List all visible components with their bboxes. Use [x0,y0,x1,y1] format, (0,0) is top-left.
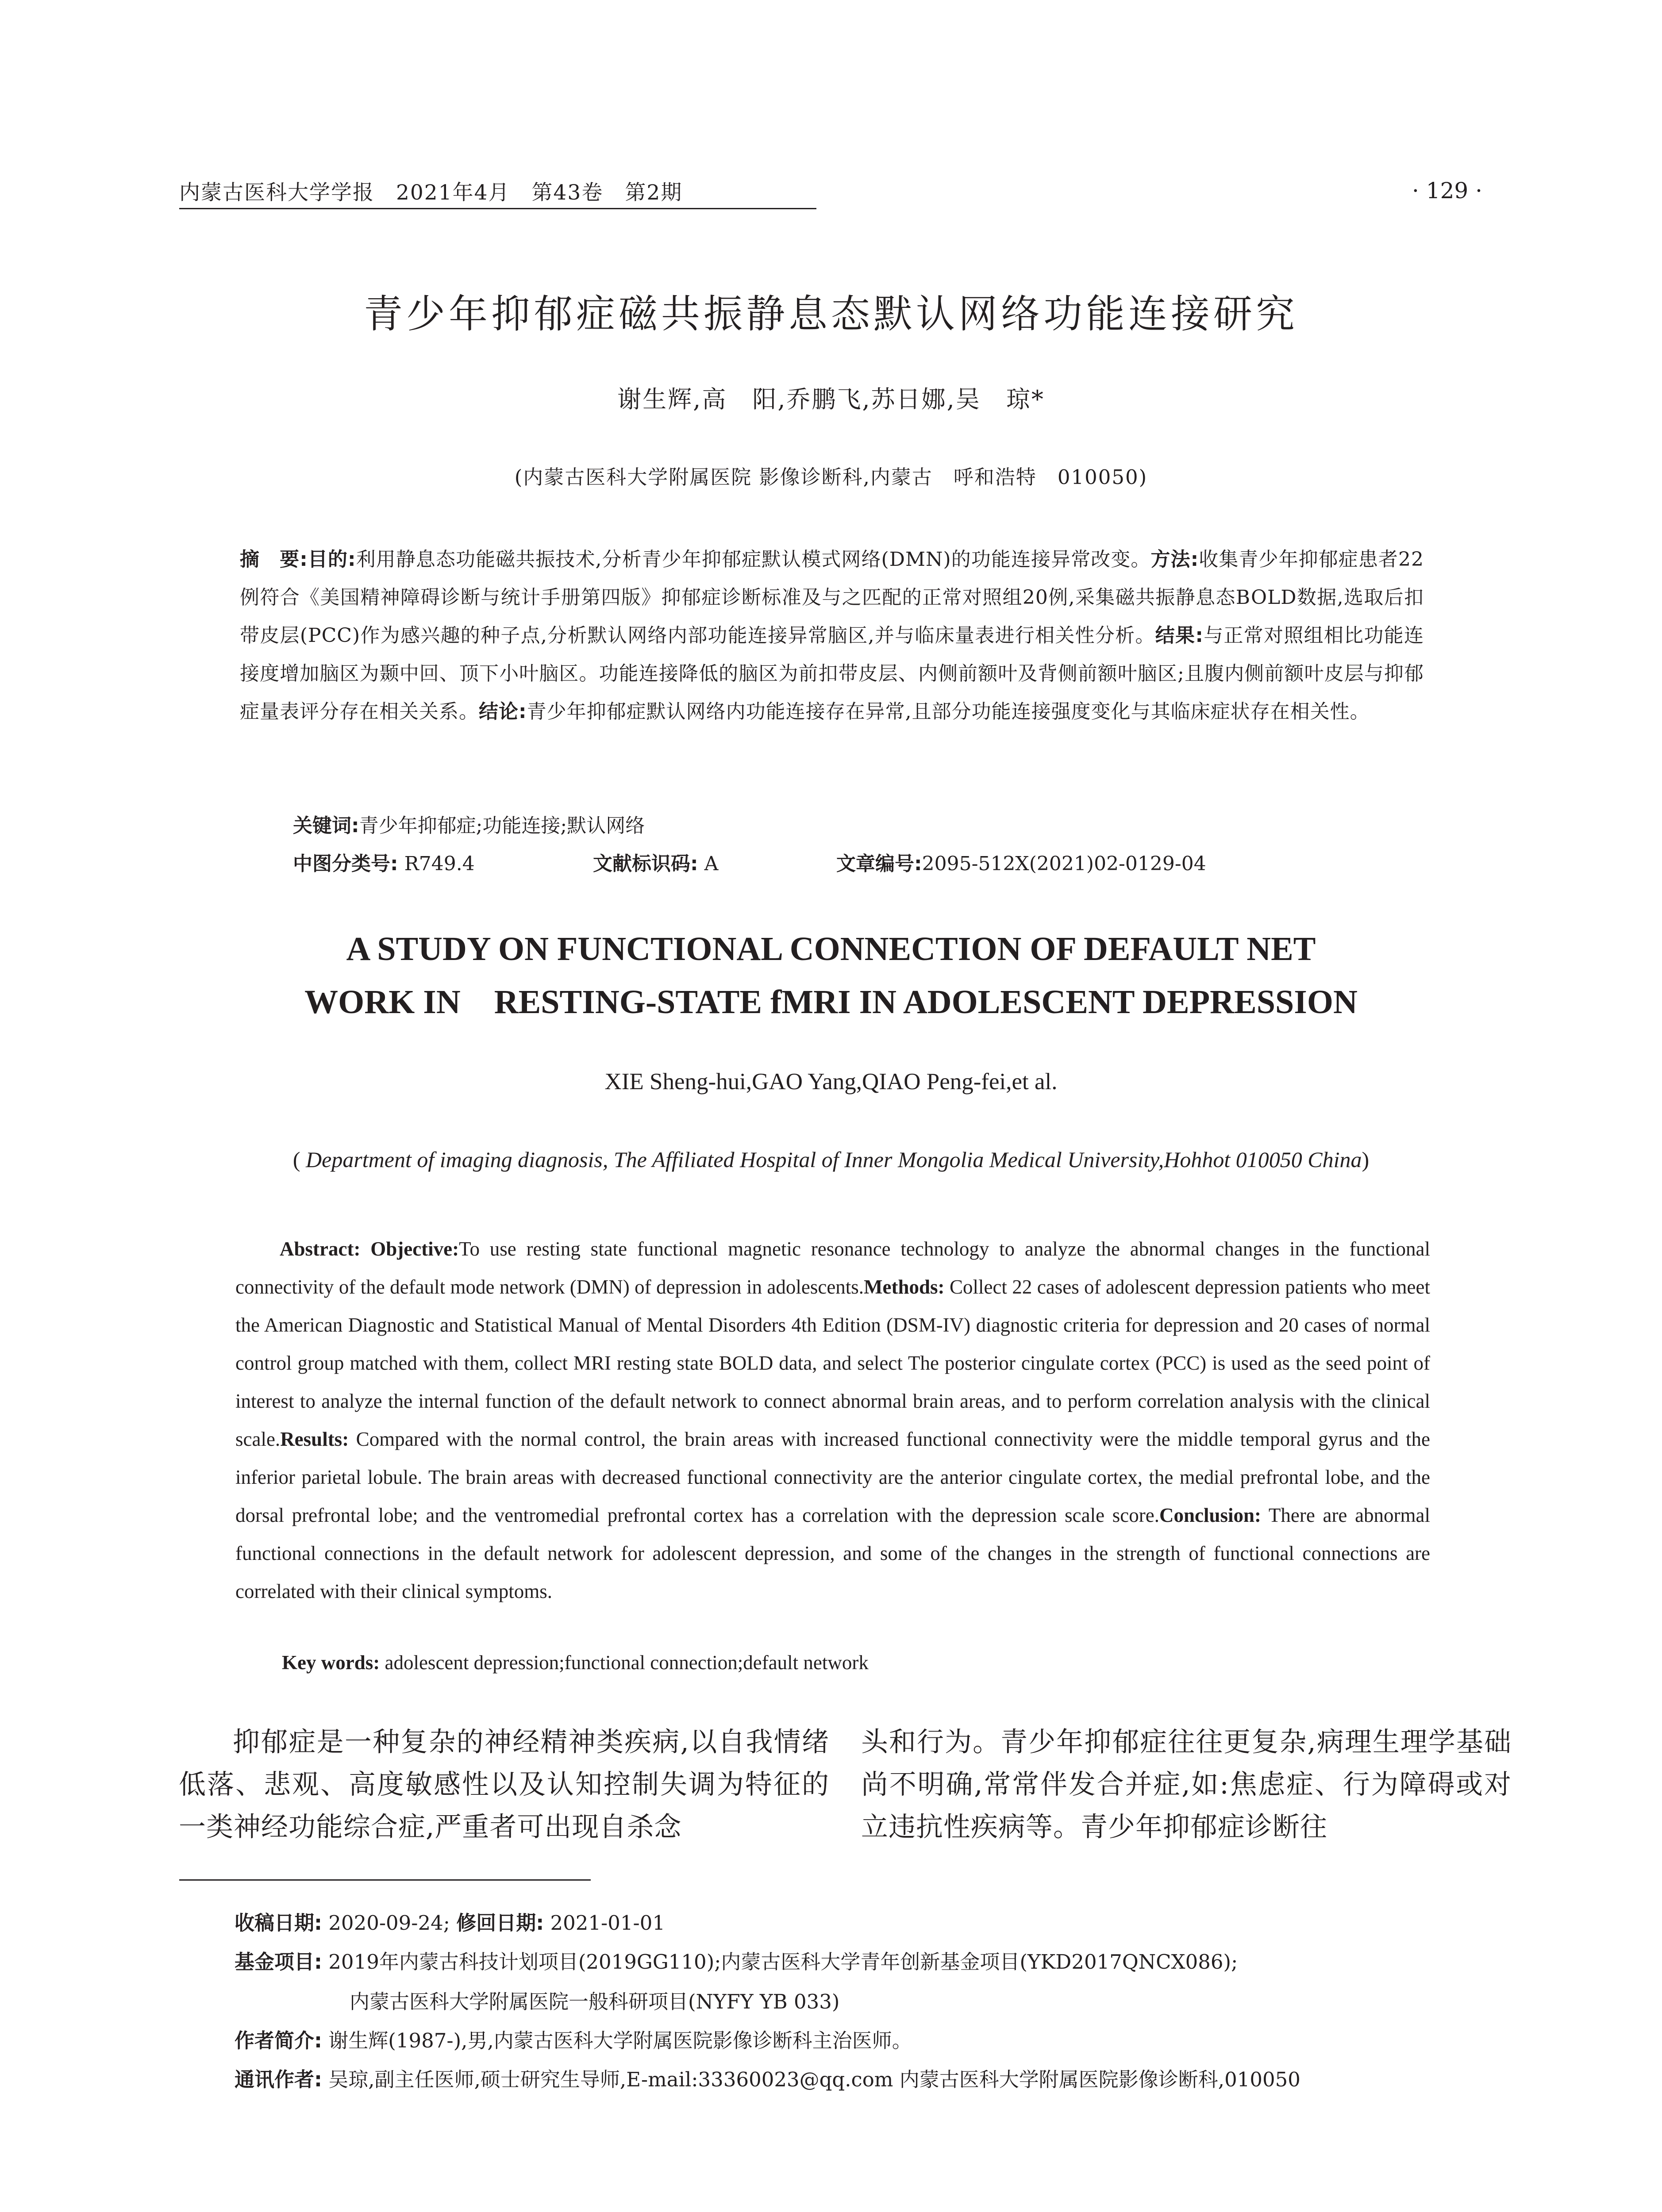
article-number-label: 文章编号: [836,853,922,875]
conclusion-en: There are abnormal functional connections in the default network for adolescent depression, and some of the changes in the strength of functional connections are correlated with their clinical symptoms. [235,1504,1431,1602]
affiliation-en-open: ( [292,1147,300,1172]
fund-line1: 2019年内蒙古科技计划项目(2019GG110);内蒙古医科大学青年创新基金项目(YKD2017QNCX086); [322,1950,1238,1974]
footnote-correspondence [235,2063,1300,2092]
corresponding-label: 通讯作者: [235,2068,322,2091]
doc-code [593,848,718,876]
authors-cn: 谢生辉,高 阳,乔鹏飞,苏日娜,吴 琼* [617,385,1045,413]
keywords-label-en: Key words: [282,1651,380,1674]
affiliation-en-text: Department of imaging diagnosis, The Affiliated Hospital of Inner Mongolia Medical University,Hohhot 010050 China [306,1147,1362,1172]
affiliation-cn: (内蒙古医科大学附属医院 影像诊断科,内蒙古 呼和浩特 010050) [514,465,1148,489]
objective-label-en: Objective: [370,1238,459,1260]
methods-en: Collect 22 cases of adolescent depression patients who meet the American Diagnostic and Statistical Manual of Mental Disorders 4th Edition (DSM-IV) diagnostic criteria for depression and 20 cases of normal control group matched with them, collect MRI resting state BOLD data, and select The posterior cingulate cortex (PCC) is used as the seed point of interest to analyze the internal function of the default network to connect abnormal brain areas, and to perform correlation analysis with the clinical scale. [235,1276,1431,1450]
authors-en: XIE Sheng-hui,GAO Yang,QIAO Peng-fei,et al. [604,1069,1058,1094]
revised-date: 2021-01-01 [544,1911,665,1935]
revised-label: 修回日期: [456,1911,544,1935]
abstract-en [235,1230,1430,1610]
keywords-label-cn: 关键词: [293,814,359,837]
abstract-cn [240,541,1424,731]
article-title-en [0,922,1662,1029]
journal-name: 内蒙古医科大学学报 [179,180,374,205]
clc-label: 中图分类号: [293,853,398,875]
abstract-label-cn: 摘 要: [240,548,308,571]
footnote-rule [179,1879,591,1881]
methods-label-en: Methods: [864,1276,945,1298]
conclusion-cn: 青少年抑郁症默认网络内功能连接存在异常,且部分功能连接强度变化与其临床症状存在相关性。 [527,700,1370,723]
keywords-value-cn: 青少年抑郁症;功能连接;默认网络 [359,814,645,837]
doc-label: 文献标识码: [593,853,698,875]
abstract-label-en: Abstract: [280,1238,361,1260]
conclusion-label-en: Conclusion: [1159,1504,1262,1526]
objective-en: To use resting state functional magnetic resonance technology to analyze the abnormal changes in the functional connectivity of the default mode network (DMN) of depression in adolescents. [235,1238,1430,1298]
page-number: · 129 · [1412,178,1482,204]
keywords-en [282,1651,869,1674]
footnote-author [235,2024,912,2053]
results-label-en: Results: [280,1428,349,1450]
article-title-cn: 青少年抑郁症磁共振静息态默认网络功能连接研究 [363,291,1298,337]
results-en: Compared with the normal control, the brain areas with increased functional connectivity were the middle temporal gyrus and the inferior parietal lobule. The brain areas with decreased functional connectivity are the anterior cingulate cortex, the medial prefrontal lobe, and the dorsal prefrontal lobe; and the ventromedial prefrontal cortex has a correlation with the depression scale score. [235,1428,1430,1526]
article-number [836,848,1206,876]
article-number-value: 2095-512X(2021)02-0129-04 [922,853,1206,875]
methods-label-cn: 方法: [1150,548,1199,571]
footnote-fund [235,1946,1238,1974]
running-header [179,176,682,206]
results-cn: 与正常对照组相比功能连接度增加脑区为颞中回、顶下小叶脑区。功能连接降低的脑区为前扣带皮层、内侧前额叶及背侧前额叶脑区;且腹内侧前额叶皮层与抑郁症量表评分存在相关关系。 [240,624,1424,723]
fund-label: 基金项目: [235,1950,322,1974]
conclusion-label-cn: 结论: [479,700,527,723]
doc-value: A [704,853,719,875]
footnote-dates [235,1907,665,1936]
author-bio: 谢生辉(1987-),男,内蒙古医科大学附属医院影像诊断科主治医师。 [322,2029,912,2052]
received-date: 2020-09-24; [322,1911,457,1935]
keywords-cn [293,810,645,838]
objective-label-cn: 目的: [308,548,356,571]
clc-value: R749.4 [404,853,475,875]
keywords-value-en: adolescent depression;functional connection;default network [380,1651,869,1674]
results-label-cn: 结果: [1155,624,1204,647]
header-rule [179,208,816,209]
title-en-line2: WORK IN RESTING-STATE fMRI IN ADOLESCENT DEPRESSION [304,983,1358,1021]
title-en-line1: A STUDY ON FUNCTIONAL CONNECTION OF DEFAULT NET [346,930,1316,968]
received-label: 收稿日期: [235,1911,322,1935]
body-text-right: 头和行为。青少年抑郁症往往更复杂,病理生理学基础尚不明确,常常伴发合并症,如:焦虑症、行为障碍或对立违抗性疾病等。青少年抑郁症诊断往 [861,1726,1512,1843]
affiliation-en-close: ) [1362,1147,1370,1172]
methods-cn: 收集青少年抑郁症患者22例符合《美国精神障碍诊断与统计手册第四版》抑郁症诊断标准及与之匹配的正常对照组20例,采集磁共振静息态BOLD数据,选取后扣带皮层(PCC)作为感兴趣的种子点,分析默认网络内部功能连接异常脑区,并与临床量表进行相关性分析。 [240,548,1424,647]
objective-cn: 利用静息态功能磁共振技术,分析青少年抑郁症默认模式网络(DMN)的功能连接异常改变。 [356,548,1151,571]
fund-line2: 内蒙古医科大学附属医院一般科研项目(NYFY YB 033) [350,1990,840,2013]
classification-row [293,848,475,876]
author-bio-label: 作者简介: [235,2029,322,2052]
corresponding-author: 吴琼,副主任医师,硕士研究生导师,E-mail:33360023@qq.com 内蒙古医科大学附属医院影像诊断科,010050 [322,2068,1300,2091]
body-text-left: 抑郁症是一种复杂的神经精神类疾病,以自我情绪低落、悲观、高度敏感性以及认知控制失调为特征的一类神经功能综合症,严重者可出现自杀念 [179,1726,829,1843]
affiliation-en [0,1147,1662,1172]
issue-info: 2021年4月 第43卷 第2期 [396,180,683,205]
